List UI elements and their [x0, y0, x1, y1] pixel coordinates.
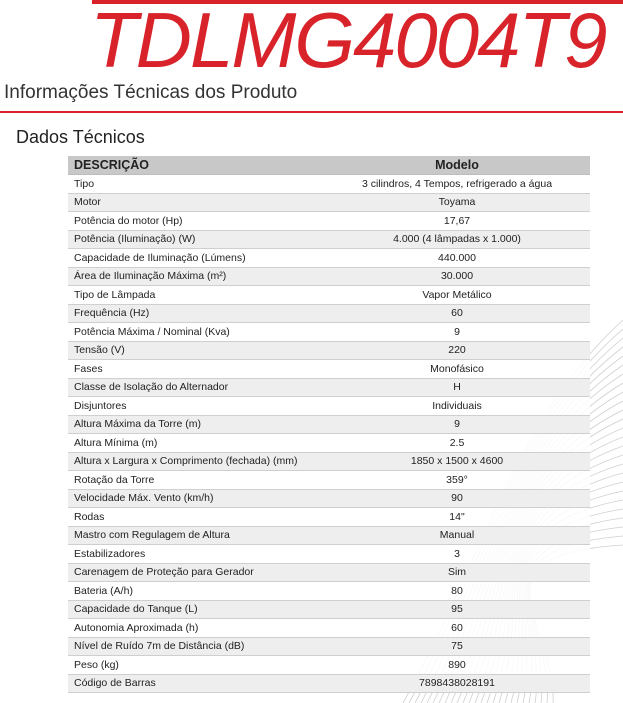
table-row — [68, 378, 590, 397]
spec-parameter: Bateria (A/h) — [68, 582, 324, 601]
spec-value: 890 — [324, 656, 590, 675]
spec-parameter: Velocidade Máx. Vento (km/h) — [68, 489, 324, 508]
spec-value: Individuais — [324, 397, 590, 416]
spec-value: 2.5 — [324, 434, 590, 453]
spec-value: 3 — [324, 545, 590, 564]
spec-parameter: Motor — [68, 193, 324, 212]
spec-value: 14" — [324, 508, 590, 527]
table-row — [68, 545, 590, 564]
spec-value: 60 — [324, 619, 590, 638]
table-row — [68, 452, 590, 471]
spec-parameter: Tensão (V) — [68, 341, 324, 360]
spec-value: Toyama — [324, 193, 590, 212]
table-row — [68, 360, 590, 379]
column-header-model: Modelo — [324, 156, 590, 175]
spec-value: 80 — [324, 582, 590, 601]
table-row — [68, 489, 590, 508]
spec-value: 95 — [324, 600, 590, 619]
specs-header-row — [68, 156, 590, 175]
table-row — [68, 526, 590, 545]
spec-parameter: Capacidade de Iluminação (Lúmens) — [68, 249, 324, 268]
table-row — [68, 175, 590, 194]
spec-parameter: Altura Máxima da Torre (m) — [68, 415, 324, 434]
table-row — [68, 323, 590, 342]
subtitle-divider — [0, 111, 623, 113]
spec-parameter: Tipo de Lâmpada — [68, 286, 324, 305]
spec-parameter: Potência Máxima / Nominal (Kva) — [68, 323, 324, 342]
spec-value: 9 — [324, 415, 590, 434]
table-row — [68, 397, 590, 416]
spec-parameter: Rotação da Torre — [68, 471, 324, 490]
table-row — [68, 656, 590, 675]
specs-table-body — [68, 175, 590, 693]
spec-parameter: Potência do motor (Hp) — [68, 212, 324, 231]
spec-value: Manual — [324, 526, 590, 545]
table-row — [68, 212, 590, 231]
table-row — [68, 508, 590, 527]
spec-value: Sim — [324, 563, 590, 582]
table-row — [68, 674, 590, 693]
specs-table — [68, 156, 590, 693]
table-row — [68, 193, 590, 212]
spec-value: 90 — [324, 489, 590, 508]
table-row — [68, 619, 590, 638]
spec-value: Vapor Metálico — [324, 286, 590, 305]
table-row — [68, 304, 590, 323]
spec-parameter: Área de Iluminação Máxima (m²) — [68, 267, 324, 286]
table-row — [68, 600, 590, 619]
spec-value: 60 — [324, 304, 590, 323]
spec-value: 440.000 — [324, 249, 590, 268]
spec-value: 4.000 (4 lâmpadas x 1.000) — [324, 230, 590, 249]
spec-parameter: Fases — [68, 360, 324, 379]
table-row — [68, 249, 590, 268]
spec-parameter: Estabilizadores — [68, 545, 324, 564]
spec-parameter: Altura Mínima (m) — [68, 434, 324, 453]
spec-parameter: Capacidade do Tanque (L) — [68, 600, 324, 619]
spec-value: 1850 x 1500 x 4600 — [324, 452, 590, 471]
table-row — [68, 563, 590, 582]
spec-value: 359° — [324, 471, 590, 490]
spec-parameter: Frequência (Hz) — [68, 304, 324, 323]
spec-value: 17,67 — [324, 212, 590, 231]
table-row — [68, 582, 590, 601]
spec-parameter: Altura x Largura x Comprimento (fechada) (mm) — [68, 452, 324, 471]
spec-value: 30.000 — [324, 267, 590, 286]
table-row — [68, 471, 590, 490]
page-subtitle: Informações Técnicas dos Produto — [4, 82, 298, 103]
spec-value: 3 cilindros, 4 Tempos, refrigerado a água — [324, 175, 590, 194]
table-row — [68, 267, 590, 286]
spec-value: 220 — [324, 341, 590, 360]
spec-parameter: Peso (kg) — [68, 656, 324, 675]
spec-value: Monofásico — [324, 360, 590, 379]
spec-parameter: Tipo — [68, 175, 324, 194]
model-title: TDLMG4004T9 — [90, 0, 606, 84]
spec-parameter: Disjuntores — [68, 397, 324, 416]
spec-parameter: Autonomia Aproximada (h) — [68, 619, 324, 638]
spec-parameter: Carenagem de Proteção para Gerador — [68, 563, 324, 582]
spec-parameter: Rodas — [68, 508, 324, 527]
spec-value: H — [324, 378, 590, 397]
spec-parameter: Nível de Ruído 7m de Distância (dB) — [68, 637, 324, 656]
table-row — [68, 415, 590, 434]
spec-parameter: Classe de Isolação do Alternador — [68, 378, 324, 397]
spec-value: 75 — [324, 637, 590, 656]
table-row — [68, 434, 590, 453]
table-row — [68, 637, 590, 656]
section-title: Dados Técnicos — [16, 127, 145, 147]
spec-parameter: Potência (Iluminação) (W) — [68, 230, 324, 249]
spec-value: 9 — [324, 323, 590, 342]
column-header-description: DESCRIÇÃO — [68, 156, 324, 175]
table-row — [68, 341, 590, 360]
table-row — [68, 230, 590, 249]
spec-value: 7898438028191 — [324, 674, 590, 693]
spec-parameter: Código de Barras — [68, 674, 324, 693]
table-row — [68, 286, 590, 305]
spec-parameter: Mastro com Regulagem de Altura — [68, 526, 324, 545]
